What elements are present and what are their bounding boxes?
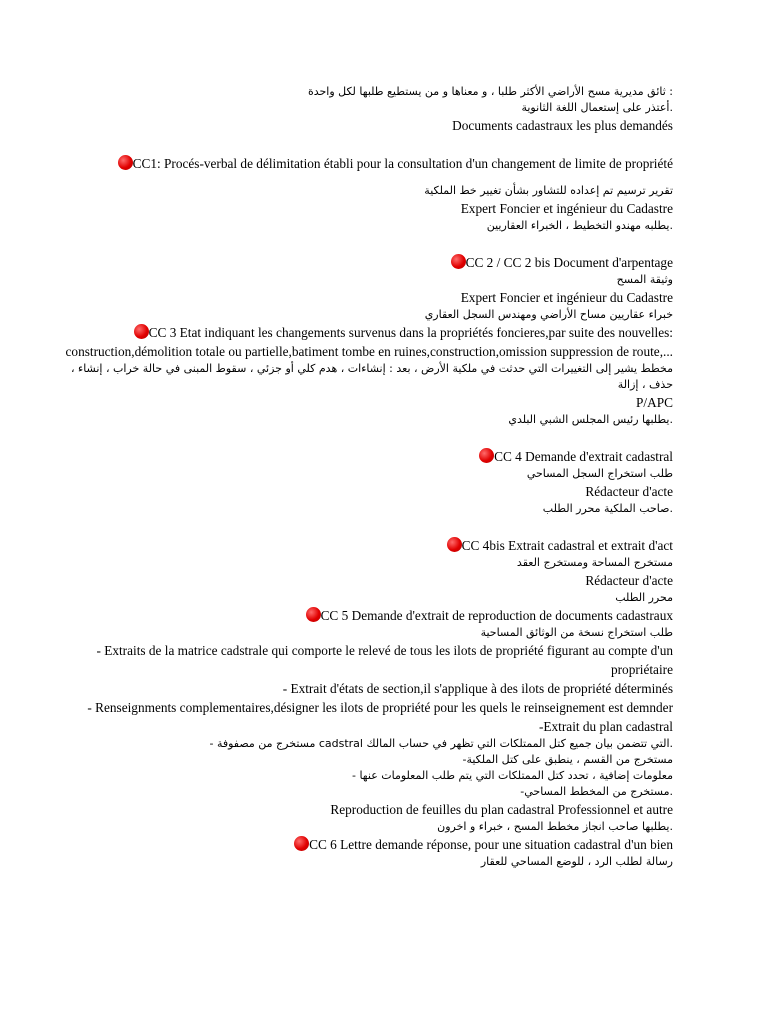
cc5-item-3: - Renseignments complementaires,désigner les ilots de propriété pour les quels le reinseignement est demnder [87,700,673,715]
cc5-arabic-item-2: مستخرج من القسم ، ينطبق على كتل الملكية- [462,753,673,766]
red-circle-icon [294,836,309,851]
intro-arabic-line-1: : ثائق مديرية مسح الأراضي الأكثر طلبا ، و معناها و من يستطيع طلبها لكل واحدة [307,85,673,98]
cc2-arabic-description: وثيقة المسح [616,273,673,286]
cc4-heading [60,447,673,466]
cc4-requester-ar: .صاحب الملكية محرر الطلب [542,502,673,515]
cc6-title: CC 6 Lettre demande réponse, pour une situation cadastral d'un bien [309,837,673,852]
cc3-requester-ar: .يطلبها رئيس المجلس الشبي البلدي [508,413,673,426]
cc5-reproduction-fr: Reproduction de feuilles du plan cadastral Professionnel et autre [330,802,673,817]
cc2-requester-ar: خبراء عقاريين مساح الأراضي ومهندس السجل العقاري [424,308,673,321]
cc1-requester-ar: .يطلبه مهندو التخطيط ، الخبراء العقاريين [486,219,673,232]
cc5-heading [60,606,673,625]
cc5-arabic-item-4: .مستخرج من المخطط المساحي- [520,785,673,798]
cc1-requester-fr: Expert Foncier et ingénieur du Cadastre [460,201,673,216]
cc2-title: CC 2 / CC 2 bis Document d'arpentage [465,255,673,270]
red-circle-icon [118,155,133,170]
cc4-requester-fr: Rédacteur d'acte [585,484,673,499]
red-circle-icon [451,254,466,269]
cc4bis-arabic-description: مستخرج المساحة ومستخرج العقد [516,556,673,569]
red-circle-icon [306,607,321,622]
cc1-title: CC1: Procés-verbal de délimitation établi pour la consultation d'un changement de limite de propriété [132,156,673,171]
document-title: Documents cadastraux les plus demandés [452,118,673,133]
intro-arabic-line-2: .أعتذر على إستعمال اللغة الثانوية [521,101,673,114]
cc5-arabic-item-1: .التي تتضمن بيان جميع كتل الممتلكات التي تظهر في حساب المالك cadstral مستخرج من مصفوفة - [209,737,673,750]
cc3-heading [60,323,673,361]
red-circle-icon [447,537,462,552]
cc5-arabic-item-3: معلومات إضافية ، تحدد كتل الممتلكات التي يتم طلب المعلومات عنها - [351,769,673,782]
cc5-reproduction-ar: .يطلبها صاحب انجاز مخطط المسح ، خبراء و اخرون [437,820,673,833]
cc2-requester-fr: Expert Foncier et ingénieur du Cadastre [460,290,673,305]
cc3-arabic-description: مخطط يشير إلى التغييرات التي حدثت في ملكية الأرض ، بعد : إنشاءات ، هدم كلي أو جزئي ، سقوط المبنى في حالة خراب ، إنشاء ، حذف ، إزالة [70,362,673,391]
red-circle-icon [479,448,494,463]
cc3-title: CC 3 Etat indiquant les changements survenus dans la propriétés foncieres,par suite des nouvelles: construction,démolition totale ou partielle,batiment tombe en ruines,construction,omission suppression de route,... [65,325,673,359]
cc4bis-heading [60,536,673,555]
cc3-requester-fr: P/APC [636,395,673,410]
cc4bis-requester-fr: Rédacteur d'acte [585,573,673,588]
cc1-heading [60,154,673,173]
cc4bis-title: CC 4bis Extrait cadastral et extrait d'act [461,538,673,553]
cc2-heading [60,253,673,272]
cc5-title: CC 5 Demande d'extrait de reproduction de documents cadastraux [320,608,673,623]
cc6-heading [60,835,673,854]
red-circle-icon [134,324,149,339]
cc5-arabic-description: طلب استخراج نسخة من الوثائق المساحية [480,626,673,639]
cc5-item-2: - Extrait d'états de section,il s'applique à des ilots de propriété déterminés [282,681,673,696]
cc4-arabic-description: طلب استخراج السجل المساحي [526,467,673,480]
document-body [60,84,673,870]
cc4-title: CC 4 Demande d'extrait cadastral [494,449,673,464]
cc1-arabic-description: تقرير ترسيم تم إعداده للتشاور بشأن تغيير خط الملكية [424,184,673,197]
cc5-item-1: - Extraits de la matrice cadstrale qui comporte le relevé de tous les ilots de propriété figurant au compte d'un propriétaire [96,643,673,677]
cc4bis-requester-ar: محرر الطلب [615,591,673,604]
cc6-arabic-description: رسالة لطلب الرد ، للوضع المساحي للعقار [480,855,673,868]
cc5-item-4: -Extrait du plan cadastral [538,719,673,734]
